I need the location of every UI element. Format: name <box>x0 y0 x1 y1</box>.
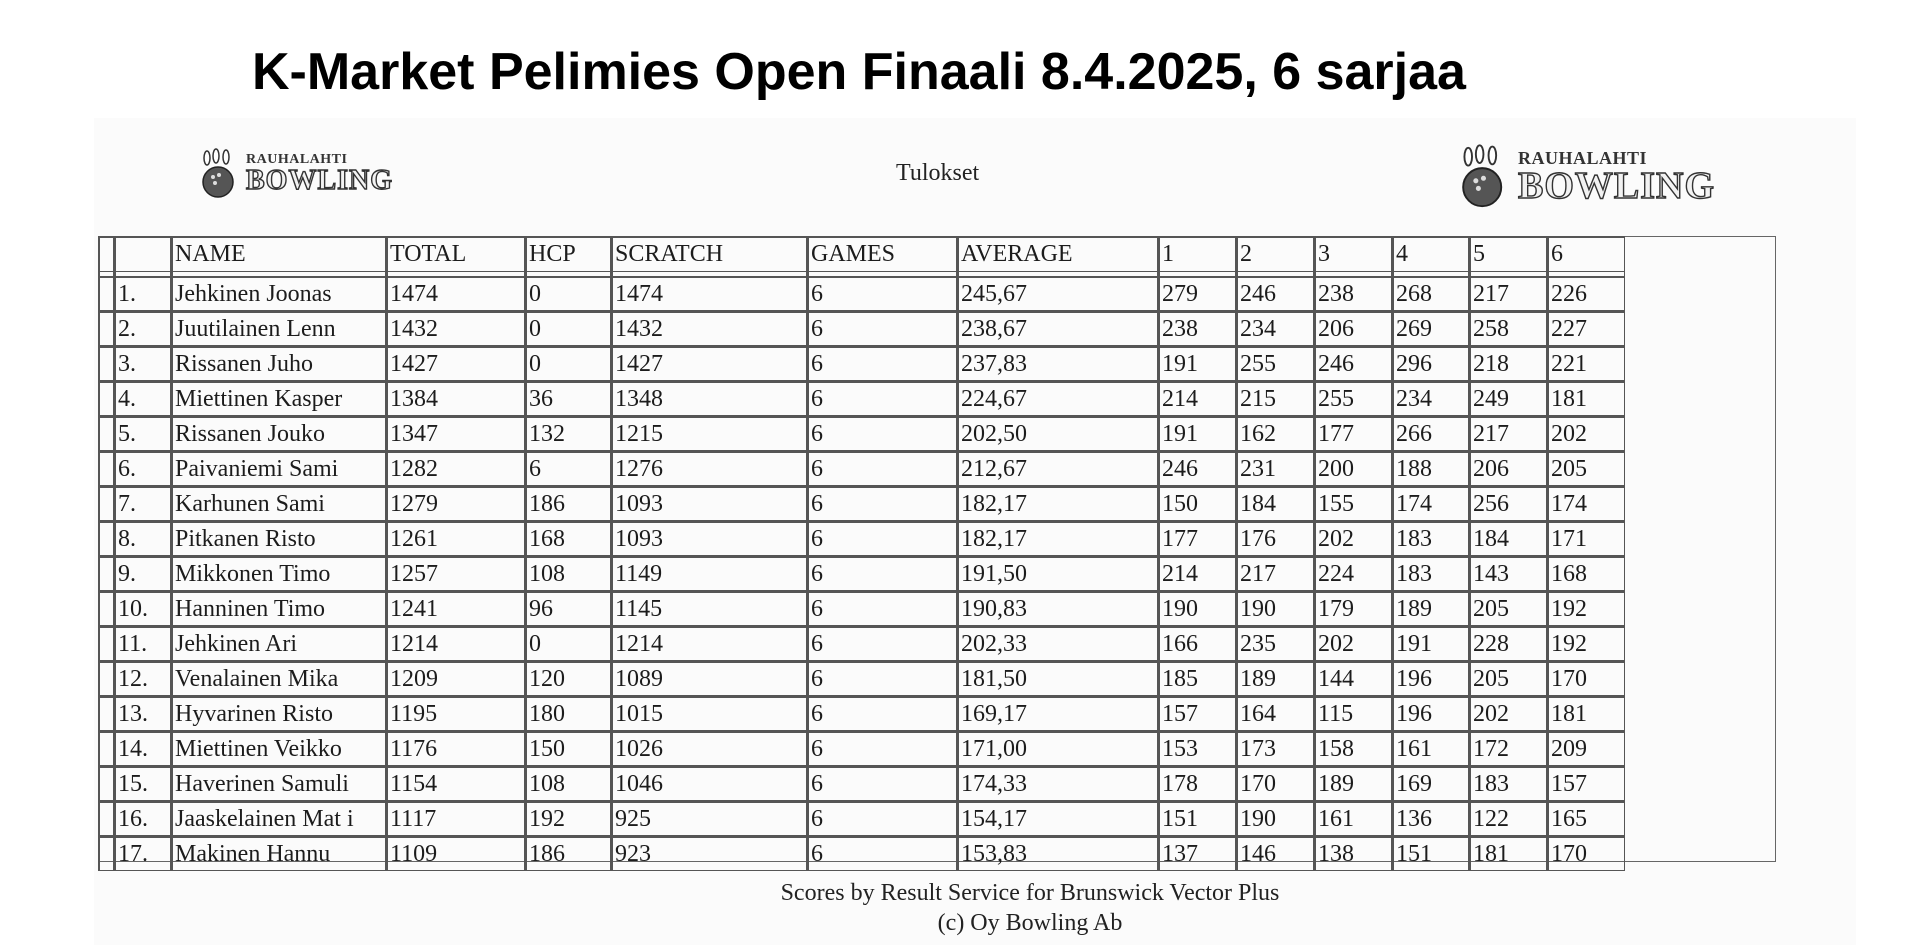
cell-game-4: 191 <box>1392 626 1469 661</box>
cell-game-2: 255 <box>1236 346 1314 381</box>
bowling-logo-left <box>198 148 393 200</box>
col-header-average: AVERAGE <box>957 236 1158 272</box>
cell-average: 224,67 <box>957 381 1158 416</box>
cell-average: 181,50 <box>957 661 1158 696</box>
cell-game-2: 170 <box>1236 766 1314 801</box>
cell-average: 191,50 <box>957 556 1158 591</box>
cell-total: 1176 <box>386 731 525 766</box>
cell-game-6: 165 <box>1547 801 1625 836</box>
cell-game-5: 181 <box>1469 836 1547 871</box>
cell-hcp: 6 <box>525 451 611 486</box>
cell-rank: 8. <box>114 521 171 556</box>
cell-game-3: 189 <box>1314 766 1392 801</box>
cell-game-2: 146 <box>1236 836 1314 871</box>
cell-game-6: 171 <box>1547 521 1625 556</box>
results-table <box>98 236 1625 871</box>
col-header-game-2: 2 <box>1236 236 1314 272</box>
cell-game-5: 143 <box>1469 556 1547 591</box>
row-edge-cell <box>98 696 114 731</box>
cell-average: 169,17 <box>957 696 1158 731</box>
cell-name: Jehkinen Joonas <box>171 276 386 311</box>
cell-hcp: 180 <box>525 696 611 731</box>
cell-rank: 9. <box>114 556 171 591</box>
cell-game-2: 184 <box>1236 486 1314 521</box>
cell-game-3: 115 <box>1314 696 1392 731</box>
bowling-pins-icon <box>1456 144 1516 210</box>
cell-games: 6 <box>807 801 957 836</box>
table-row <box>98 451 1625 486</box>
cell-name: Jaaskelainen Mat i <box>171 801 386 836</box>
table-row <box>98 626 1625 661</box>
cell-game-1: 177 <box>1158 521 1236 556</box>
cell-game-2: 176 <box>1236 521 1314 556</box>
cell-games: 6 <box>807 346 957 381</box>
cell-game-4: 151 <box>1392 836 1469 871</box>
cell-average: 174,33 <box>957 766 1158 801</box>
cell-game-3: 224 <box>1314 556 1392 591</box>
cell-game-4: 189 <box>1392 591 1469 626</box>
cell-game-4: 196 <box>1392 696 1469 731</box>
cell-game-2: 190 <box>1236 591 1314 626</box>
table-header-row <box>98 236 1625 272</box>
cell-games: 6 <box>807 591 957 626</box>
cell-rank: 2. <box>114 311 171 346</box>
cell-games: 6 <box>807 626 957 661</box>
cell-hcp: 36 <box>525 381 611 416</box>
cell-game-1: 166 <box>1158 626 1236 661</box>
col-header-games: GAMES <box>807 236 957 272</box>
cell-game-4: 268 <box>1392 276 1469 311</box>
cell-game-2: 189 <box>1236 661 1314 696</box>
cell-hcp: 0 <box>525 626 611 661</box>
logo-small-text: RAUHALAHTI <box>246 152 348 167</box>
cell-game-1: 238 <box>1158 311 1236 346</box>
cell-name: Mikkonen Timo <box>171 556 386 591</box>
cell-rank: 7. <box>114 486 171 521</box>
cell-game-3: 158 <box>1314 731 1392 766</box>
cell-rank: 3. <box>114 346 171 381</box>
cell-games: 6 <box>807 486 957 521</box>
cell-game-2: 234 <box>1236 311 1314 346</box>
corner-cell <box>98 236 114 272</box>
cell-hcp: 168 <box>525 521 611 556</box>
col-header-game-5: 5 <box>1469 236 1547 272</box>
cell-total: 1214 <box>386 626 525 661</box>
cell-name: Paivaniemi Sami <box>171 451 386 486</box>
cell-scratch: 1348 <box>611 381 807 416</box>
cell-game-4: 269 <box>1392 311 1469 346</box>
cell-game-1: 191 <box>1158 416 1236 451</box>
cell-name: Haverinen Samuli <box>171 766 386 801</box>
cell-average: 212,67 <box>957 451 1158 486</box>
row-edge-cell <box>98 521 114 556</box>
cell-game-5: 249 <box>1469 381 1547 416</box>
cell-scratch: 1276 <box>611 451 807 486</box>
cell-game-2: 215 <box>1236 381 1314 416</box>
cell-total: 1109 <box>386 836 525 871</box>
cell-rank: 12. <box>114 661 171 696</box>
cell-game-2: 217 <box>1236 556 1314 591</box>
cell-game-5: 172 <box>1469 731 1547 766</box>
table-row <box>98 311 1625 346</box>
cell-average: 202,33 <box>957 626 1158 661</box>
cell-scratch: 1026 <box>611 731 807 766</box>
footer-line-2: (c) Oy Bowling Ab <box>937 910 1123 936</box>
cell-total: 1209 <box>386 661 525 696</box>
cell-scratch: 1015 <box>611 696 807 731</box>
cell-rank: 13. <box>114 696 171 731</box>
cell-game-1: 150 <box>1158 486 1236 521</box>
cell-total: 1195 <box>386 696 525 731</box>
row-edge-cell <box>98 766 114 801</box>
cell-game-2: 235 <box>1236 626 1314 661</box>
logo-small-text: RAUHALAHTI <box>1518 148 1648 168</box>
cell-game-5: 184 <box>1469 521 1547 556</box>
row-edge-cell <box>98 556 114 591</box>
table-row <box>98 346 1625 381</box>
cell-name: Pitkanen Risto <box>171 521 386 556</box>
cell-total: 1117 <box>386 801 525 836</box>
cell-game-6: 209 <box>1547 731 1625 766</box>
cell-name: Rissanen Jouko <box>171 416 386 451</box>
cell-scratch: 1093 <box>611 521 807 556</box>
cell-total: 1432 <box>386 311 525 346</box>
cell-game-3: 144 <box>1314 661 1392 696</box>
cell-game-6: 192 <box>1547 626 1625 661</box>
row-edge-cell <box>98 346 114 381</box>
cell-rank: 5. <box>114 416 171 451</box>
table-row <box>98 731 1625 766</box>
cell-total: 1474 <box>386 276 525 311</box>
cell-game-2: 164 <box>1236 696 1314 731</box>
cell-scratch: 1089 <box>611 661 807 696</box>
cell-game-4: 188 <box>1392 451 1469 486</box>
cell-games: 6 <box>807 276 957 311</box>
col-header-total: TOTAL <box>386 236 525 272</box>
table-row <box>98 661 1625 696</box>
cell-game-6: 226 <box>1547 276 1625 311</box>
cell-name: Karhunen Sami <box>171 486 386 521</box>
cell-rank: 16. <box>114 801 171 836</box>
footer-line-1: Scores by Result Service for Brunswick Vector Plus <box>780 880 1280 906</box>
col-header-game-6: 6 <box>1547 236 1625 272</box>
cell-games: 6 <box>807 521 957 556</box>
row-edge-cell <box>98 731 114 766</box>
cell-average: 245,67 <box>957 276 1158 311</box>
cell-total: 1279 <box>386 486 525 521</box>
cell-name: Miettinen Kasper <box>171 381 386 416</box>
cell-game-3: 161 <box>1314 801 1392 836</box>
cell-game-3: 200 <box>1314 451 1392 486</box>
cell-scratch: 1214 <box>611 626 807 661</box>
bowling-logo-right <box>1456 144 1715 210</box>
cell-average: 154,17 <box>957 801 1158 836</box>
footer <box>580 878 1480 938</box>
cell-game-5: 256 <box>1469 486 1547 521</box>
cell-game-3: 206 <box>1314 311 1392 346</box>
cell-name: Juutilainen Lenn <box>171 311 386 346</box>
cell-total: 1257 <box>386 556 525 591</box>
cell-hcp: 192 <box>525 801 611 836</box>
table-row <box>98 696 1625 731</box>
cell-average: 237,83 <box>957 346 1158 381</box>
cell-game-1: 137 <box>1158 836 1236 871</box>
cell-game-3: 246 <box>1314 346 1392 381</box>
table-row <box>98 591 1625 626</box>
cell-game-1: 157 <box>1158 696 1236 731</box>
cell-hcp: 186 <box>525 486 611 521</box>
cell-game-6: 174 <box>1547 486 1625 521</box>
cell-scratch: 1474 <box>611 276 807 311</box>
cell-game-2: 173 <box>1236 731 1314 766</box>
logo-big-text: BOWLING <box>246 165 394 196</box>
cell-total: 1427 <box>386 346 525 381</box>
cell-game-5: 217 <box>1469 276 1547 311</box>
cell-game-3: 155 <box>1314 486 1392 521</box>
row-edge-cell <box>98 381 114 416</box>
col-header-game-3: 3 <box>1314 236 1392 272</box>
cell-game-4: 266 <box>1392 416 1469 451</box>
cell-games: 6 <box>807 451 957 486</box>
cell-game-2: 231 <box>1236 451 1314 486</box>
cell-game-4: 196 <box>1392 661 1469 696</box>
cell-game-4: 136 <box>1392 801 1469 836</box>
row-edge-cell <box>98 836 114 871</box>
cell-game-5: 206 <box>1469 451 1547 486</box>
cell-rank: 17. <box>114 836 171 871</box>
col-header-game-4: 4 <box>1392 236 1469 272</box>
cell-hcp: 96 <box>525 591 611 626</box>
cell-game-1: 246 <box>1158 451 1236 486</box>
cell-rank: 11. <box>114 626 171 661</box>
table-row <box>98 276 1625 311</box>
cell-game-5: 205 <box>1469 661 1547 696</box>
cell-average: 153,83 <box>957 836 1158 871</box>
cell-game-6: 168 <box>1547 556 1625 591</box>
cell-game-4: 183 <box>1392 556 1469 591</box>
cell-hcp: 186 <box>525 836 611 871</box>
col-header-rank <box>114 236 171 272</box>
row-edge-cell <box>98 276 114 311</box>
cell-rank: 1. <box>114 276 171 311</box>
table-row <box>98 381 1625 416</box>
table-row <box>98 801 1625 836</box>
cell-game-6: 205 <box>1547 451 1625 486</box>
cell-game-3: 138 <box>1314 836 1392 871</box>
row-edge-cell <box>98 626 114 661</box>
cell-hcp: 108 <box>525 766 611 801</box>
row-edge-cell <box>98 451 114 486</box>
cell-game-5: 183 <box>1469 766 1547 801</box>
cell-scratch: 923 <box>611 836 807 871</box>
table-row <box>98 556 1625 591</box>
cell-game-4: 169 <box>1392 766 1469 801</box>
cell-games: 6 <box>807 416 957 451</box>
cell-game-5: 202 <box>1469 696 1547 731</box>
subtitle: Tulokset <box>896 160 980 186</box>
cell-games: 6 <box>807 836 957 871</box>
cell-game-6: 227 <box>1547 311 1625 346</box>
cell-game-1: 279 <box>1158 276 1236 311</box>
bowling-pins-icon <box>198 148 244 200</box>
cell-game-6: 192 <box>1547 591 1625 626</box>
cell-average: 182,17 <box>957 521 1158 556</box>
cell-games: 6 <box>807 731 957 766</box>
cell-name: Makinen Hannu <box>171 836 386 871</box>
cell-rank: 10. <box>114 591 171 626</box>
col-header-name: NAME <box>171 236 386 272</box>
cell-game-6: 221 <box>1547 346 1625 381</box>
row-edge-cell <box>98 311 114 346</box>
col-header-hcp: HCP <box>525 236 611 272</box>
cell-scratch: 1093 <box>611 486 807 521</box>
cell-game-3: 255 <box>1314 381 1392 416</box>
cell-hcp: 132 <box>525 416 611 451</box>
cell-game-6: 157 <box>1547 766 1625 801</box>
cell-hcp: 0 <box>525 276 611 311</box>
cell-game-4: 161 <box>1392 731 1469 766</box>
cell-name: Rissanen Juho <box>171 346 386 381</box>
cell-hcp: 108 <box>525 556 611 591</box>
table-row <box>98 766 1625 801</box>
row-edge-cell <box>98 416 114 451</box>
cell-game-1: 214 <box>1158 556 1236 591</box>
col-header-scratch: SCRATCH <box>611 236 807 272</box>
cell-game-6: 170 <box>1547 661 1625 696</box>
cell-game-5: 205 <box>1469 591 1547 626</box>
cell-game-5: 217 <box>1469 416 1547 451</box>
cell-game-6: 202 <box>1547 416 1625 451</box>
cell-game-5: 218 <box>1469 346 1547 381</box>
cell-game-3: 202 <box>1314 521 1392 556</box>
cell-rank: 6. <box>114 451 171 486</box>
cell-game-3: 177 <box>1314 416 1392 451</box>
cell-average: 190,83 <box>957 591 1158 626</box>
cell-total: 1154 <box>386 766 525 801</box>
cell-game-6: 181 <box>1547 381 1625 416</box>
cell-total: 1282 <box>386 451 525 486</box>
cell-games: 6 <box>807 381 957 416</box>
cell-game-1: 151 <box>1158 801 1236 836</box>
cell-scratch: 1046 <box>611 766 807 801</box>
cell-game-2: 162 <box>1236 416 1314 451</box>
cell-name: Venalainen Mika <box>171 661 386 696</box>
cell-game-4: 234 <box>1392 381 1469 416</box>
cell-game-5: 122 <box>1469 801 1547 836</box>
cell-name: Jehkinen Ari <box>171 626 386 661</box>
table-row <box>98 521 1625 556</box>
cell-hcp: 150 <box>525 731 611 766</box>
cell-game-6: 181 <box>1547 696 1625 731</box>
cell-game-6: 170 <box>1547 836 1625 871</box>
cell-game-1: 185 <box>1158 661 1236 696</box>
cell-scratch: 1215 <box>611 416 807 451</box>
cell-game-3: 202 <box>1314 626 1392 661</box>
cell-game-1: 214 <box>1158 381 1236 416</box>
cell-total: 1261 <box>386 521 525 556</box>
row-edge-cell <box>98 591 114 626</box>
cell-rank: 14. <box>114 731 171 766</box>
col-header-game-1: 1 <box>1158 236 1236 272</box>
cell-average: 238,67 <box>957 311 1158 346</box>
row-edge-cell <box>98 661 114 696</box>
cell-game-2: 190 <box>1236 801 1314 836</box>
cell-game-4: 296 <box>1392 346 1469 381</box>
cell-rank: 4. <box>114 381 171 416</box>
table-row <box>98 836 1625 871</box>
cell-average: 202,50 <box>957 416 1158 451</box>
row-edge-cell <box>98 486 114 521</box>
cell-hcp: 0 <box>525 346 611 381</box>
cell-games: 6 <box>807 661 957 696</box>
cell-name: Hanninen Timo <box>171 591 386 626</box>
cell-game-1: 153 <box>1158 731 1236 766</box>
table-row <box>98 416 1625 451</box>
cell-total: 1384 <box>386 381 525 416</box>
cell-game-4: 183 <box>1392 521 1469 556</box>
cell-games: 6 <box>807 766 957 801</box>
cell-game-3: 179 <box>1314 591 1392 626</box>
cell-name: Hyvarinen Risto <box>171 696 386 731</box>
cell-game-1: 191 <box>1158 346 1236 381</box>
table-row <box>98 486 1625 521</box>
cell-scratch: 1432 <box>611 311 807 346</box>
cell-game-4: 174 <box>1392 486 1469 521</box>
page-title: K-Market Pelimies Open Finaali 8.4.2025, 6 sarjaa <box>252 43 1466 101</box>
cell-game-1: 178 <box>1158 766 1236 801</box>
logo-big-text: BOWLING <box>1518 165 1716 207</box>
cell-games: 6 <box>807 696 957 731</box>
cell-games: 6 <box>807 556 957 591</box>
row-edge-cell <box>98 801 114 836</box>
cell-total: 1241 <box>386 591 525 626</box>
cell-games: 6 <box>807 311 957 346</box>
cell-name: Miettinen Veikko <box>171 731 386 766</box>
cell-game-5: 258 <box>1469 311 1547 346</box>
cell-scratch: 1427 <box>611 346 807 381</box>
cell-game-5: 228 <box>1469 626 1547 661</box>
cell-average: 171,00 <box>957 731 1158 766</box>
cell-rank: 15. <box>114 766 171 801</box>
cell-total: 1347 <box>386 416 525 451</box>
cell-hcp: 0 <box>525 311 611 346</box>
cell-hcp: 120 <box>525 661 611 696</box>
cell-game-1: 190 <box>1158 591 1236 626</box>
cell-scratch: 1145 <box>611 591 807 626</box>
cell-scratch: 925 <box>611 801 807 836</box>
cell-game-3: 238 <box>1314 276 1392 311</box>
cell-average: 182,17 <box>957 486 1158 521</box>
cell-scratch: 1149 <box>611 556 807 591</box>
cell-game-2: 246 <box>1236 276 1314 311</box>
